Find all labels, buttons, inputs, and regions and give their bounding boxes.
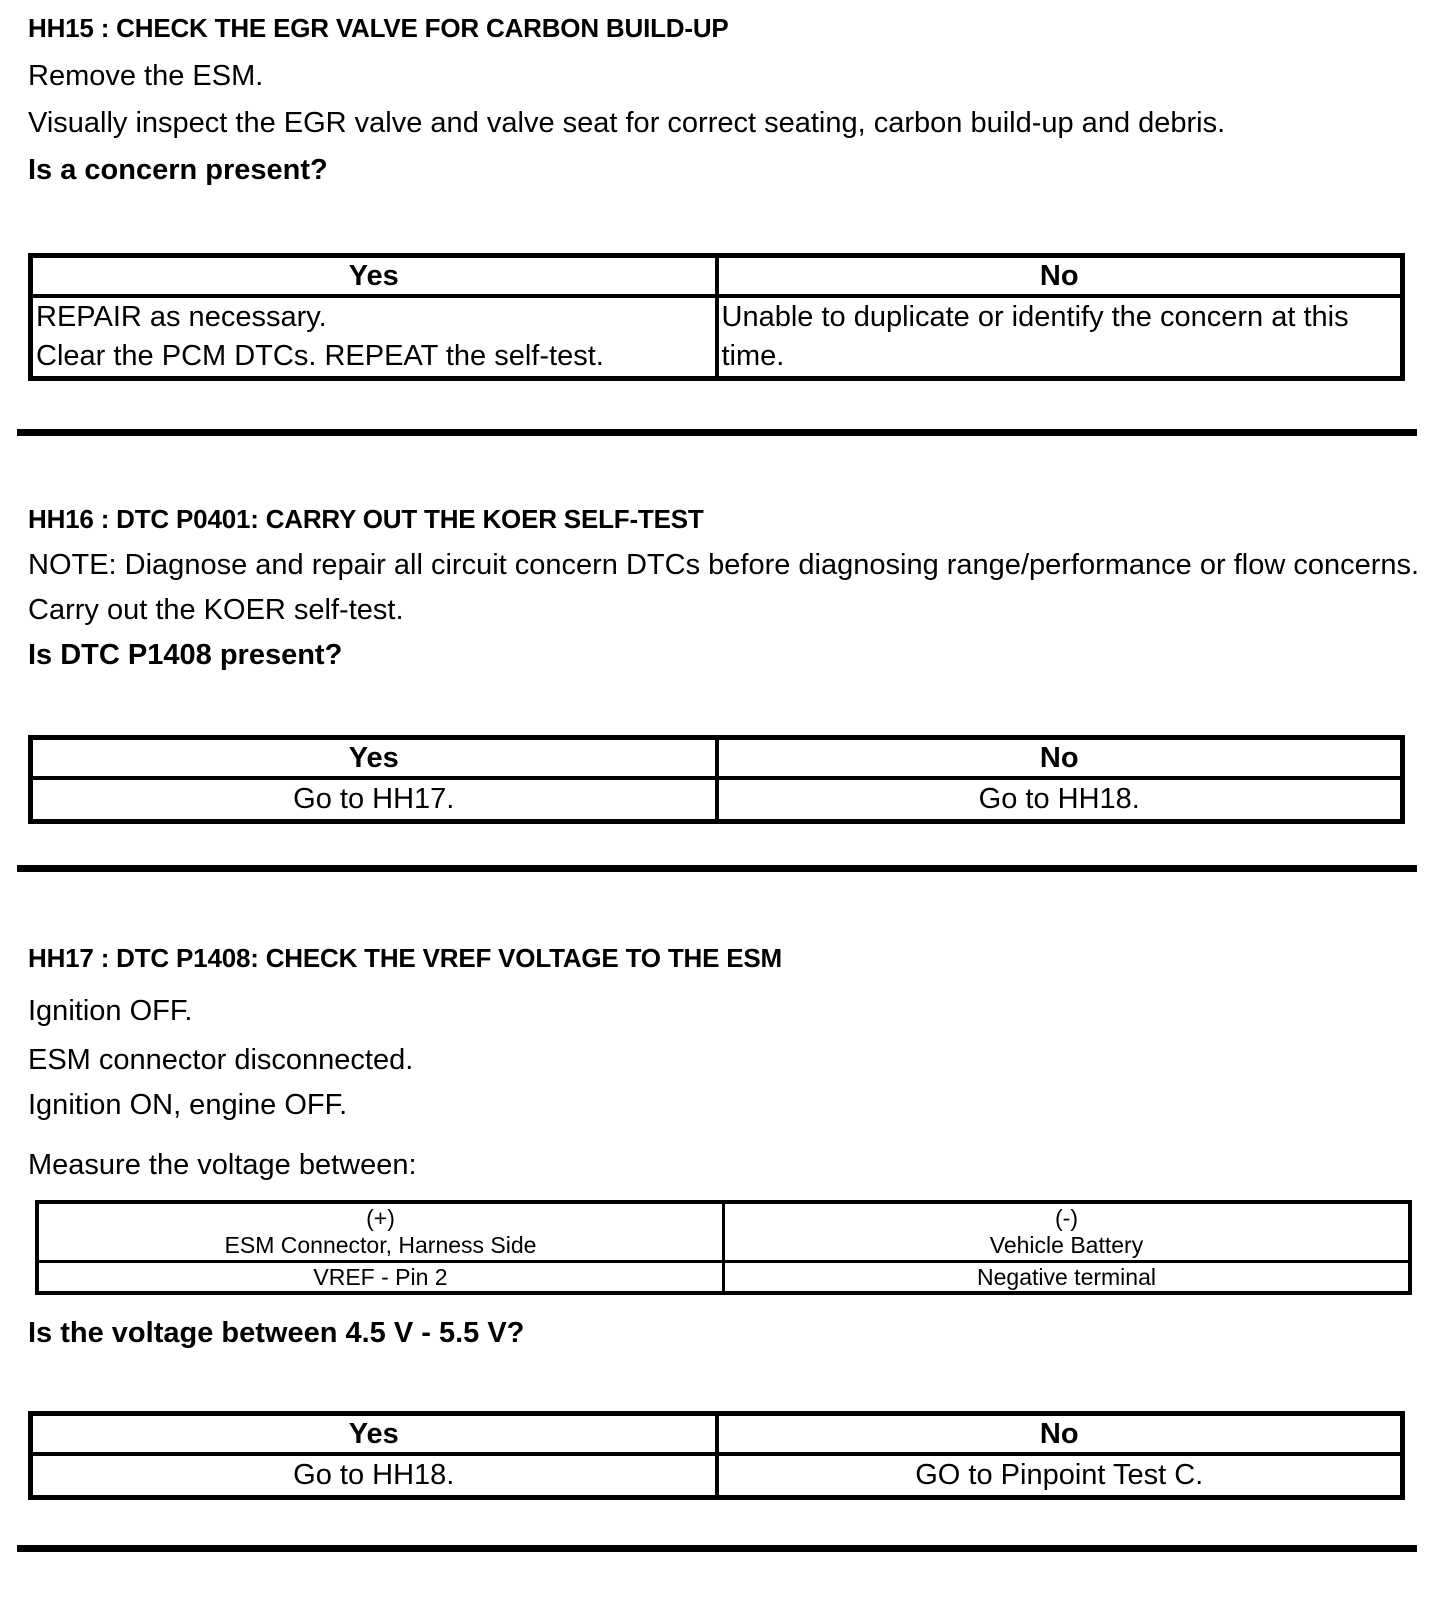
instruction-text: Carry out the KOER self-test.: [28, 594, 404, 626]
section-hh16: [28, 504, 1428, 872]
question-text: Is the voltage between 4.5 V - 5.5 V?: [28, 1317, 525, 1349]
positive-source-label: ESM Connector, Harness Side: [224, 1232, 537, 1258]
yes-column-header: Yes: [31, 1414, 717, 1455]
positive-sign-label: (+): [366, 1205, 395, 1231]
no-action-cell: Unable to duplicate or identify the concern at this time.: [717, 296, 1403, 379]
section-divider-rule: [17, 429, 1417, 436]
step-heading-hh15: HH15 : CHECK THE EGR VALVE FOR CARBON BUILD-UP: [28, 13, 729, 43]
instruction-text: Measure the voltage between:: [28, 1149, 417, 1181]
table-row: [31, 296, 1403, 379]
question-text: Is DTC P1408 present?: [28, 639, 343, 671]
instruction-text: Visually inspect the EGR valve and valve seat for correct seating, carbon build-up and debris.: [28, 107, 1226, 139]
yes-action-cell: Go to HH18.: [31, 1454, 717, 1498]
question-text: Is a concern present?: [28, 154, 328, 186]
step-heading-hh17: HH17 : DTC P1408: CHECK THE VREF VOLTAGE TO THE ESM: [28, 943, 783, 973]
yes-action-cell: Go to HH17.: [31, 778, 717, 822]
instruction-text: Ignition ON, engine OFF.: [28, 1089, 348, 1121]
no-column-header: No: [717, 1414, 1403, 1455]
section-divider-rule: [17, 1545, 1417, 1552]
negative-sign-label: (-): [1055, 1205, 1078, 1231]
no-action-cell: Go to HH18.: [717, 778, 1403, 822]
negative-measure-point: Negative terminal: [724, 1262, 1411, 1294]
measurement-table: [35, 1200, 1412, 1295]
positive-lead-header: [37, 1202, 724, 1262]
instruction-text: Ignition OFF.: [28, 995, 193, 1027]
action-line: REPAIR as necessary.: [36, 301, 327, 333]
section-divider-rule: [17, 865, 1417, 872]
section-hh15: [28, 13, 1428, 436]
instruction-text: Remove the ESM.: [28, 60, 264, 92]
negative-source-label: Vehicle Battery: [989, 1232, 1144, 1258]
decision-table-hh16: [28, 735, 1405, 824]
table-row: [31, 778, 1403, 822]
decision-table-hh17: [28, 1411, 1405, 1500]
section-hh17: [28, 943, 1428, 1552]
step-heading-hh16: HH16 : DTC P0401: CARRY OUT THE KOER SELF-TEST: [28, 504, 704, 534]
table-row: [31, 1454, 1403, 1498]
action-line: Clear the PCM DTCs. REPEAT the self-test.: [36, 340, 604, 372]
negative-lead-header: [724, 1202, 1411, 1262]
yes-column-header: Yes: [31, 256, 717, 297]
yes-column-header: Yes: [31, 738, 717, 779]
note-text: NOTE: Diagnose and repair all circuit concern DTCs before diagnosing range/performance or flow concerns.: [28, 549, 1420, 581]
no-column-header: No: [717, 738, 1403, 779]
positive-measure-point: VREF - Pin 2: [37, 1262, 724, 1294]
no-column-header: No: [717, 256, 1403, 297]
instruction-text: ESM connector disconnected.: [28, 1044, 414, 1076]
yes-action-cell: [31, 296, 717, 379]
table-row: [37, 1262, 1410, 1294]
no-action-cell: GO to Pinpoint Test C.: [717, 1454, 1403, 1498]
decision-table-hh15: [28, 253, 1405, 381]
